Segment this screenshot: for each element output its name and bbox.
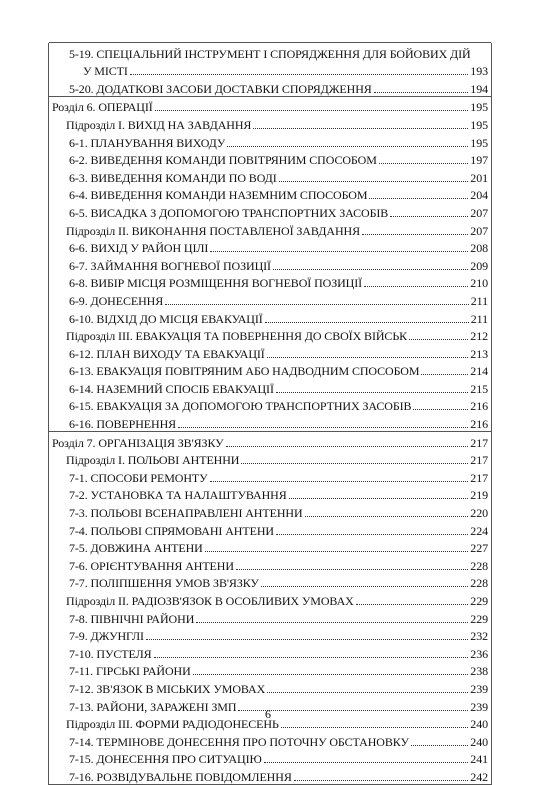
table-of-contents: [48, 43, 492, 785]
toc-entry-page: 220: [470, 506, 488, 521]
toc-entry-page: 197: [470, 153, 488, 168]
toc-entry: [49, 555, 491, 573]
dot-leader: [305, 516, 469, 517]
toc-entry-page: 215: [470, 381, 488, 396]
toc-entry-page: 241: [470, 752, 488, 767]
toc-entry-page: 207: [470, 223, 488, 238]
toc-entry-title: 6-13. ЕВАКУАЦІЯ ПОВІТРЯНИМ АБО НАДВОДНИМ СПОСОБОМ: [69, 365, 420, 379]
toc-entry: [49, 290, 491, 308]
toc-entry: [49, 661, 491, 679]
toc-entry-page: 242: [470, 769, 488, 784]
dot-leader: [205, 551, 469, 552]
dot-leader: [364, 286, 468, 287]
dot-leader: [276, 392, 468, 393]
dot-leader: [362, 234, 468, 235]
dot-leader: [265, 322, 469, 323]
dot-leader: [289, 498, 469, 499]
toc-entry: [49, 343, 491, 361]
toc-entry-title: 6-2. ВИВЕДЕННЯ КОМАНДИ ПОВІТРЯНИМ СПОСОБОМ: [69, 154, 377, 168]
dot-leader: [413, 409, 468, 410]
toc-entry-title: Підрозділ I. ПОЛЬОВІ АНТЕННИ: [66, 454, 240, 468]
toc-entry-title: 6-1. ПЛАНУВАННЯ ВИХОДУ: [69, 136, 226, 150]
toc-entry-page: 228: [470, 558, 488, 573]
toc-entry-title: Підрозділ III. ЕВАКУАЦІЯ ТА ПОВЕРНЕННЯ ДО СВОЇХ ВІЙСЬК: [66, 330, 408, 344]
toc-entry: [49, 273, 491, 291]
toc-entry-title: У МІСТІ: [83, 65, 128, 79]
dot-leader: [130, 74, 469, 75]
dot-leader: [279, 181, 469, 182]
toc-entry-title: 5-20. ДОДАТКОВІ ЗАСОБИ ДОСТАВКИ СПОРЯДЖЕННЯ: [69, 82, 372, 96]
toc-entry: [49, 626, 491, 644]
toc-entry: [49, 114, 491, 132]
toc-entry: [49, 502, 491, 520]
dot-leader: [227, 146, 468, 147]
toc-entry: [49, 132, 491, 150]
toc-entry-title: 6-8. ВИБІР МІСЦЯ РОЗМІЩЕННЯ ВОГНЕВОЇ ПОЗИЦІЇ: [69, 277, 363, 291]
toc-entry-page: 232: [470, 629, 488, 644]
toc-entry: [49, 573, 491, 591]
toc-entry-title: 7-16. РОЗВІДУВАЛЬНЕ ПОВІДОМЛЕННЯ: [69, 770, 292, 784]
toc-entry-page: 217: [470, 435, 488, 450]
toc-entry-title: 5-19. СПЕЦІАЛЬНИЙ ІНСТРУМЕНТ І СПОРЯДЖЕННЯ ДЛЯ БОЙОВИХ ДІЙ: [69, 47, 471, 61]
dot-leader: [210, 251, 468, 252]
toc-entry: [49, 378, 491, 396]
toc-entry: [49, 255, 491, 273]
toc-entry: [49, 643, 491, 661]
toc-entry-page: 214: [470, 364, 488, 379]
toc-entry: [49, 432, 491, 450]
toc-entry: [49, 590, 491, 608]
dot-leader: [374, 92, 469, 93]
toc-entry-page: 210: [470, 276, 488, 291]
toc-entry-page: 217: [470, 470, 488, 485]
toc-entry-page: 194: [470, 81, 488, 96]
dot-leader: [226, 446, 469, 447]
toc-entry-page: 193: [470, 64, 488, 79]
toc-entry-page: 216: [470, 417, 488, 432]
toc-entry-title: 6-14. НАЗЕМНИЙ СПОСІБ ЕВАКУАЦІЇ: [69, 382, 274, 396]
dot-leader: [146, 639, 468, 640]
toc-entry-page: 217: [470, 453, 488, 468]
dot-leader: [281, 727, 469, 728]
toc-entry-title: 7-5. ДОВЖИНА АНТЕНИ: [69, 542, 203, 556]
toc-entry-title: 7-8. ПІВНІЧНІ РАЙОНИ: [69, 612, 195, 626]
toc-entry-title: 6-15. ЕВАКУАЦІЯ ЗА ДОПОМОГОЮ ТРАНСПОРТНИХ ЗАСОБІВ: [69, 400, 412, 414]
toc-entry: [49, 538, 491, 556]
toc-entry-page: 227: [470, 541, 488, 556]
toc-entry-page: 201: [470, 170, 488, 185]
toc-entry: [49, 520, 491, 538]
toc-entry-title: Розділ 6. ОПЕРАЦІЇ: [52, 101, 153, 115]
toc-entry: [49, 97, 491, 115]
toc-entry: [49, 413, 491, 431]
toc-entry-page: 224: [470, 523, 488, 538]
toc-entry: [49, 731, 491, 749]
dot-leader: [236, 569, 468, 570]
toc-entry: [49, 202, 491, 220]
dot-leader: [253, 128, 468, 129]
toc-entry: [49, 766, 491, 784]
toc-entry-title: 6-12. ПЛАН ВИХОДУ ТА ЕВАКУАЦІЇ: [69, 347, 265, 361]
toc-entry: [49, 167, 491, 185]
toc-entry: [49, 78, 491, 96]
toc-entry-title: 7-12. ЗВ'ЯЗОК В МІСЬКИХ УМОВАХ: [69, 682, 266, 696]
dot-leader: [273, 269, 468, 270]
toc-entry-title: 6-4. ВИВЕДЕННЯ КОМАНДИ НАЗЕМНИМ СПОСОБОМ: [69, 189, 368, 203]
toc-entry-title: 7-4. ПОЛЬОВІ СПРЯМОВАНІ АНТЕНИ: [69, 524, 274, 538]
toc-entry-page: 195: [470, 135, 488, 150]
dot-leader: [264, 762, 469, 763]
dot-leader: [267, 357, 469, 358]
toc-entry-page: 213: [470, 346, 488, 361]
toc-entry-page: 207: [470, 205, 488, 220]
toc-entry: [49, 749, 491, 767]
dot-leader: [178, 427, 468, 428]
dot-leader: [411, 745, 468, 746]
page-number: 6: [265, 707, 271, 721]
toc-entry: [49, 485, 491, 503]
toc-entry-title: 7-2. УСТАНОВКА ТА НАЛАШТУВАННЯ: [69, 489, 287, 503]
toc-entry: [49, 43, 491, 61]
toc-entry-page: 204: [470, 188, 488, 203]
toc-entry-page: 208: [470, 241, 488, 256]
toc-entry-title: 7-3. ПОЛЬОВІ ВСЕНАПРАВЛЕНІ АНТЕННИ: [69, 507, 303, 521]
dot-leader: [193, 674, 469, 675]
toc-entry-page: 239: [470, 681, 488, 696]
dot-leader: [409, 339, 468, 340]
toc-entry: [49, 220, 491, 238]
toc-entry-page: 219: [470, 488, 488, 503]
toc-entry-title: 7-13. РАЙОНИ, ЗАРАЖЕНІ ЗМП: [69, 700, 237, 714]
toc-entry-page: 212: [470, 329, 488, 344]
toc-entry-page: 228: [470, 576, 488, 591]
toc-entry-title: Підрозділ II. ВИКОНАННЯ ПОСТАВЛЕНОЇ ЗАВДАННЯ: [66, 224, 360, 238]
toc-entry-title: 6-6. ВИХІД У РАЙОН ЦІЛІ: [69, 242, 209, 256]
toc-entry-title: 6-16. ПОВЕРНЕННЯ: [69, 418, 177, 432]
toc-entry-page: 216: [470, 399, 488, 414]
dot-leader: [421, 374, 468, 375]
toc-entry-title: Підрозділ III. ФОРМИ РАДІОДОНЕСЕНЬ: [66, 718, 279, 732]
toc-entry-title: 6-3. ВИВЕДЕННЯ КОМАНДИ ПО ВОДІ: [69, 171, 277, 185]
toc-entry-page: 240: [470, 717, 488, 732]
toc-entry-title: 6-10. ВІДХІД ДО МІСЦЯ ЕВАКУАЦІЇ: [69, 312, 263, 326]
toc-entry-title: 7-7. ПОЛІПШЕННЯ УМОВ ЗВ'ЯЗКУ: [69, 577, 259, 591]
toc-section-block: [49, 42, 491, 97]
dot-leader: [155, 110, 469, 111]
toc-entry: [49, 238, 491, 256]
toc-entry-title: 7-11. ГІРСЬКІ РАЙОНИ: [69, 665, 191, 679]
toc-entry-page: 209: [470, 258, 488, 273]
toc-entry: [49, 361, 491, 379]
toc-entry-page: 239: [470, 699, 488, 714]
dot-leader: [369, 198, 468, 199]
dot-leader: [261, 586, 469, 587]
toc-entry: [49, 326, 491, 344]
toc-entry: [49, 450, 491, 468]
toc-entry-page: 195: [470, 100, 488, 115]
toc-entry: [49, 185, 491, 203]
dot-leader: [390, 216, 468, 217]
toc-entry: [49, 467, 491, 485]
toc-entry-title: 7-10. ПУСТЕЛЯ: [69, 647, 152, 661]
toc-entry: [49, 150, 491, 168]
toc-entry-title: 7-1. СПОСОБИ РЕМОНТУ: [69, 471, 208, 485]
toc-entry-page: 238: [470, 664, 488, 679]
dot-leader: [294, 780, 469, 781]
dot-leader: [165, 304, 469, 305]
toc-entry-title: 7-14. ТЕРМІНОВЕ ДОНЕСЕННЯ ПРО ПОТОЧНУ ОБСТАНОВКУ: [69, 735, 409, 749]
dot-leader: [267, 692, 468, 693]
toc-entry-title: 6-7. ЗАЙМАННЯ ВОГНЕВОЇ ПОЗИЦІЇ: [69, 259, 271, 273]
toc-entry: [49, 608, 491, 626]
dot-leader: [210, 481, 469, 482]
toc-entry-title: Підрозділ II. РАДІОЗВ'ЯЗОК В ОСОБЛИВИХ УМОВАХ: [66, 595, 354, 608]
dot-leader: [356, 604, 469, 605]
dot-leader: [241, 463, 468, 464]
toc-entry-title: 6-9. ДОНЕСЕННЯ: [69, 294, 164, 308]
toc-entry-page: 211: [470, 293, 488, 308]
dot-leader: [276, 534, 468, 535]
toc-entry-page: 229: [470, 594, 488, 608]
toc-entry-title: Розділ 7. ОРГАНІЗАЦІЯ ЗВ'ЯЗКУ: [52, 436, 224, 450]
dot-leader: [154, 657, 469, 658]
toc-entry: [49, 308, 491, 326]
toc-entry: [49, 678, 491, 696]
toc-entry-page: 236: [470, 646, 488, 661]
toc-entry-page: 240: [470, 734, 488, 749]
toc-entry-title: 7-9. ДЖУНГЛІ: [69, 630, 144, 644]
toc-entry-title: Підрозділ I. ВИХІД НА ЗАВДАННЯ: [66, 118, 252, 132]
toc-entry-page: 211: [470, 311, 488, 326]
toc-entry-page: 195: [470, 117, 488, 132]
dot-leader: [196, 622, 468, 623]
toc-section-block: [49, 431, 491, 785]
dot-leader: [379, 163, 469, 164]
toc-entry: [49, 61, 491, 79]
toc-entry-page: 229: [470, 611, 488, 626]
toc-entry: [49, 396, 491, 414]
toc-entry-title: 7-15. ДОНЕСЕННЯ ПРО СИТУАЦІЮ: [69, 753, 262, 767]
toc-entry-title: 6-5. ВИСАДКА З ДОПОМОГОЮ ТРАНСПОРТНИХ ЗАСОБІВ: [69, 206, 389, 220]
toc-entry-title: 7-6. ОРІЄНТУВАННЯ АНТЕНИ: [69, 559, 234, 573]
toc-section-block: [49, 96, 491, 432]
